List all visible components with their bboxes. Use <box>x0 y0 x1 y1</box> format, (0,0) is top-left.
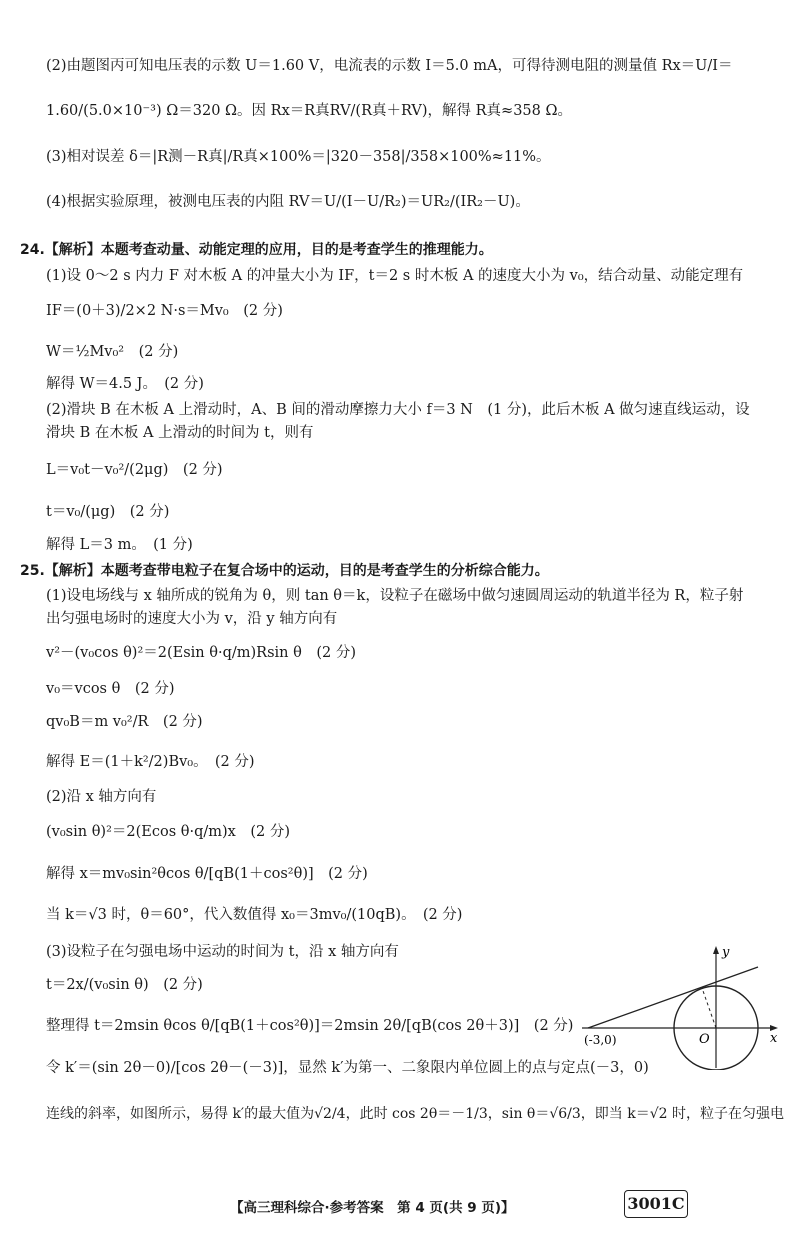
answer-line: 出匀强电场时的速度大小为 v，沿 y 轴方向有 <box>46 611 338 627</box>
section-heading: 24.【解析】本题考查动量、动能定理的应用，目的是考查学生的推理能力。 <box>20 242 493 258</box>
answer-line: (1)设 0～2 s 内力 F 对木板 A 的冲量大小为 IF，t＝2 s 时木板 A 的速度大小为 v₀，结合动量、动能定理有 <box>46 268 744 284</box>
answer-line: 整理得 t＝2msin θcos θ/[qB(1＋cos²θ)]＝2msin 2θ/[qB(cos 2θ＋3)] (2 分) <box>46 1018 574 1034</box>
answer-line: (4)根据实验原理，被测电压表的内阻 RV＝U/(I－U/R₂)＝UR₂/(IR₂－U)。 <box>46 194 530 210</box>
answer-line: IF＝(0＋3)/2×2 N·s＝Mv₀ (2 分) <box>46 303 283 319</box>
answer-line: 连线的斜率，如图所示，易得 k′的最大值为√2/4，此时 cos 2θ＝－1/3，sin θ＝√6/3，即当 k＝√2 时，粒子在匀强电 <box>46 1106 785 1122</box>
answer-line: qv₀B＝m v₀²/R (2 分) <box>46 714 203 730</box>
answer-line: 令 k′＝(sin 2θ－0)/[cos 2θ－(－3)]，显然 k′为第一、二象限内单位圆上的点与定点(－3，0) <box>46 1060 649 1076</box>
radius-dashed <box>702 988 716 1028</box>
x-label: x <box>770 1031 778 1046</box>
answer-line: (2)由题图丙可知电压表的示数 U＝1.60 V，电流表的示数 I＝5.0 mA，可得待测电阻的测量值 Rx＝U/I＝ <box>46 58 733 74</box>
answer-line: t＝2x/(v₀sin θ) (2 分) <box>46 977 203 993</box>
unit-circle-figure <box>580 940 785 1070</box>
answer-line: 解得 x＝mv₀sin²θcos θ/[qB(1＋cos²θ)] (2 分) <box>46 866 368 882</box>
answer-line: (3)相对误差 δ＝|R测－R真|/R真×100%＝|320－358|/358×100%≈11%。 <box>46 149 551 165</box>
answer-line: (v₀sin θ)²＝2(Ecos θ·q/m)x (2 分) <box>46 824 290 840</box>
page-footer: 【高三理科综合·参考答案 第 4 页(共 9 页)】 <box>230 1200 515 1216</box>
origin-label: O <box>699 1032 710 1047</box>
answer-line: 当 k＝√3 时，θ＝60°，代入数值得 x₀＝3mv₀/(10qB)。 (2 分) <box>46 907 463 923</box>
tangent-line <box>588 967 758 1028</box>
answer-line: (3)设粒子在匀强电场中运动的时间为 t，沿 x 轴方向有 <box>46 944 399 960</box>
paper-code-badge: 3001C <box>624 1190 688 1218</box>
y-label: y <box>722 945 730 960</box>
answer-line: 解得 E＝(1＋k²/2)Bv₀。 (2 分) <box>46 754 255 770</box>
answer-line: t＝v₀/(μg) (2 分) <box>46 504 170 520</box>
answer-line: (2)滑块 B 在木板 A 上滑动时，A、B 间的滑动摩擦力大小 f＝3 N (1 分)，此后木板 A 做匀速直线运动，设 <box>46 402 750 418</box>
answer-line: (2)沿 x 轴方向有 <box>46 789 157 805</box>
answer-line: L＝v₀t－v₀²/(2μg) (2 分) <box>46 462 223 478</box>
y-axis-arrow <box>713 946 719 954</box>
answer-line: 滑块 B 在木板 A 上滑动的时间为 t，则有 <box>46 425 314 441</box>
point-label: (-3,0) <box>584 1033 617 1047</box>
answer-line: 解得 W＝4.5 J。 (2 分) <box>46 376 204 392</box>
answer-line: (1)设电场线与 x 轴所成的锐角为 θ，则 tan θ＝k，设粒子在磁场中做匀速圆周运动的轨道半径为 R，粒子射 <box>46 588 744 604</box>
answer-line: W＝½Mv₀² (2 分) <box>46 344 179 360</box>
answer-line: v₀＝vcos θ (2 分) <box>46 681 175 697</box>
answer-line: 1.60/(5.0×10⁻³) Ω＝320 Ω。因 Rx＝R真RV/(R真＋RV)，解得 R真≈358 Ω。 <box>46 103 573 119</box>
section-heading: 25.【解析】本题考查带电粒子在复合场中的运动，目的是考查学生的分析综合能力。 <box>20 563 549 579</box>
answer-line: v²－(v₀cos θ)²＝2(Esin θ·q/m)Rsin θ (2 分) <box>46 645 356 661</box>
answer-line: 解得 L＝3 m。 (1 分) <box>46 537 193 553</box>
